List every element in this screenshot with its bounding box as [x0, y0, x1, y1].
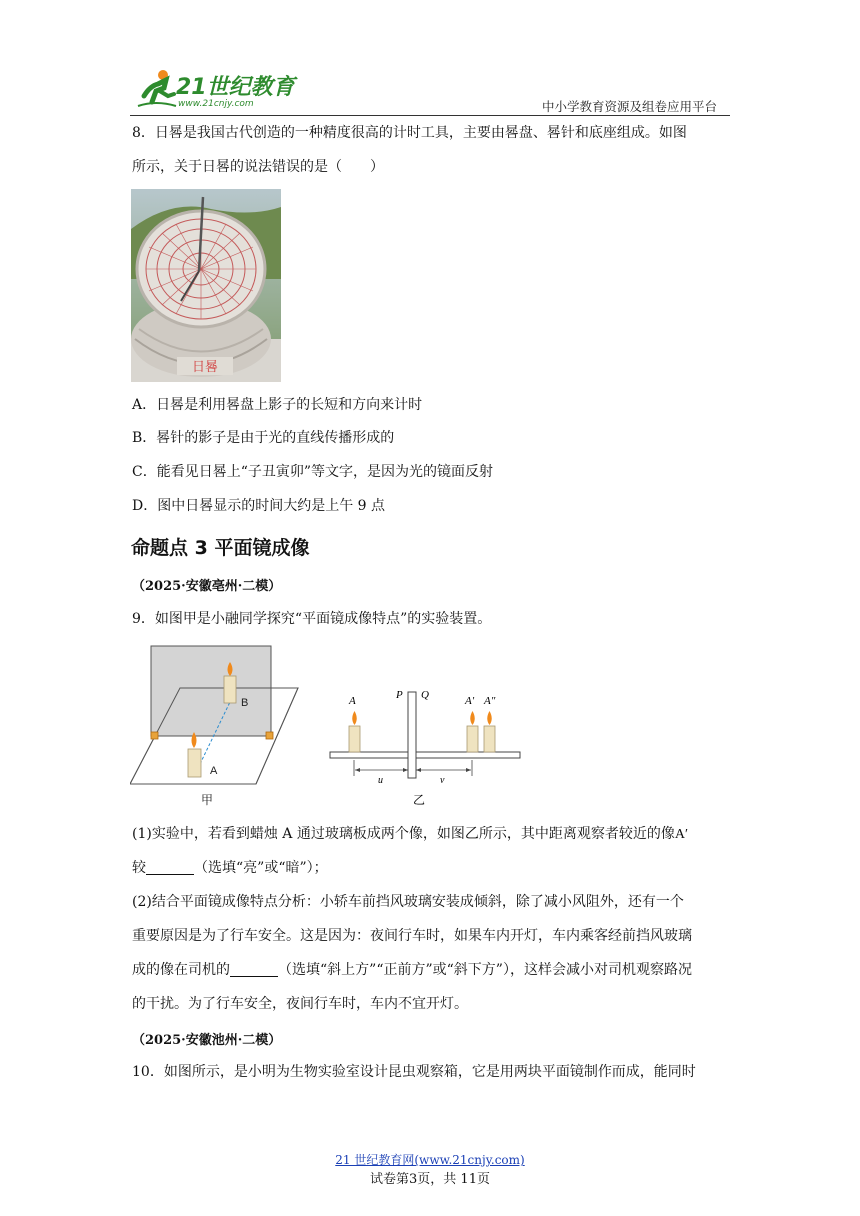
- q9-part1-suffix: （选填“亮”或“暗”）；: [194, 860, 328, 876]
- q9-part1-line2: [132, 858, 328, 878]
- q9-part2-line4: 的干扰。为了行车安全，夜间行车时，车内不宜开灯。: [132, 996, 468, 1012]
- logo-text: 21世纪教育: [176, 75, 295, 100]
- q9-part2-prefix: 成的像在司机的: [132, 962, 230, 978]
- figure-yi-caption: 乙: [413, 793, 426, 807]
- figure-jia: [130, 644, 300, 810]
- distance-v-label: v: [440, 775, 445, 786]
- section-heading: 命题点 3 平面镜成像: [131, 537, 310, 559]
- footer-link[interactable]: 21 世纪教育网(www.21cnjy.com): [335, 1153, 525, 1167]
- q9-part2-line2: 重要原因是为了行车安全。这是因为：夜间行车时，如果车内开灯，车内乘客经前挡风玻璃: [132, 928, 692, 944]
- q9-part2-line3: [132, 960, 692, 980]
- image-a1-label: A′: [465, 695, 475, 707]
- page-number: 试卷第3页，共 11页: [370, 1172, 490, 1187]
- q9-part1-blank[interactable]: [146, 860, 194, 875]
- q9-part2-blank[interactable]: [230, 962, 278, 977]
- candle-a-label: A: [210, 765, 218, 777]
- sundial-photo: [131, 189, 281, 382]
- q9-source: （2025·安徽亳州·二模）: [132, 579, 282, 594]
- candle-b-label: B: [241, 697, 249, 709]
- q9-part2-line1: (2)结合平面镜成像特点分析：小轿车前挡风玻璃安装成倾斜，除了减小风阻外，还有一个: [132, 894, 684, 910]
- image-a2-label: A″: [484, 695, 496, 707]
- sundial-base-text: 日晷: [191, 360, 219, 375]
- q8-stem-line2: 所示，关于日晷的说法错误的是（ ）: [132, 159, 384, 175]
- q9-part1-prefix: 较: [132, 860, 146, 876]
- q8-stem-line1: 8．日晷是我国古代创造的一种精度很高的计时工具，主要由晷盘、晷针和底座组成。如图: [132, 125, 687, 141]
- q9-part2-suffix: （选填“斜上方”“正前方”或“斜下方”），这样会减小对司机观察路况: [278, 962, 692, 978]
- mirror-q-label: Q: [421, 689, 429, 701]
- q9-part1-line1: [132, 824, 688, 845]
- q9-stem: 9．如图甲是小融同学探究“平面镜成像特点”的实验装置。: [132, 611, 492, 627]
- q9-part1-symbol: A′: [674, 827, 689, 842]
- q10-source: （2025·安徽池州·二模）: [132, 1033, 282, 1048]
- figure-yi: [328, 682, 524, 810]
- logo-url: www.21cnjy.com: [178, 99, 254, 109]
- q8-option-a[interactable]: A．日晷是利用晷盘上影子的长短和方向来计时: [132, 397, 423, 413]
- mirror-p-label: P: [396, 689, 403, 701]
- q10-stem-line1: 10．如图所示，是小明为生物实验室设计昆虫观察箱，它是用两块平面镜制作而成，能同时: [132, 1064, 696, 1080]
- q8-option-d[interactable]: D．图中日晷显示的时间大约是上午 9 点: [132, 498, 386, 514]
- q8-option-b[interactable]: B．晷针的影子是由于光的直线传播形成的: [132, 430, 395, 446]
- q9-part1-text: (1)实验中，若看到蜡烛 A 通过玻璃板成两个像，如图乙所示，其中距离观察者较近的像: [132, 826, 675, 842]
- platform-title: 中小学教育资源及组卷应用平台: [541, 99, 717, 114]
- q8-option-c[interactable]: C．能看见日晷上“子丑寅卯”等文字，是因为光的镜面反射: [132, 464, 494, 480]
- figure-jia-caption: 甲: [201, 793, 214, 807]
- runner-logo-icon: [136, 66, 180, 110]
- header-divider: [130, 115, 730, 116]
- candle-a-yi-label: A: [349, 695, 356, 707]
- distance-u-label: u: [378, 775, 383, 786]
